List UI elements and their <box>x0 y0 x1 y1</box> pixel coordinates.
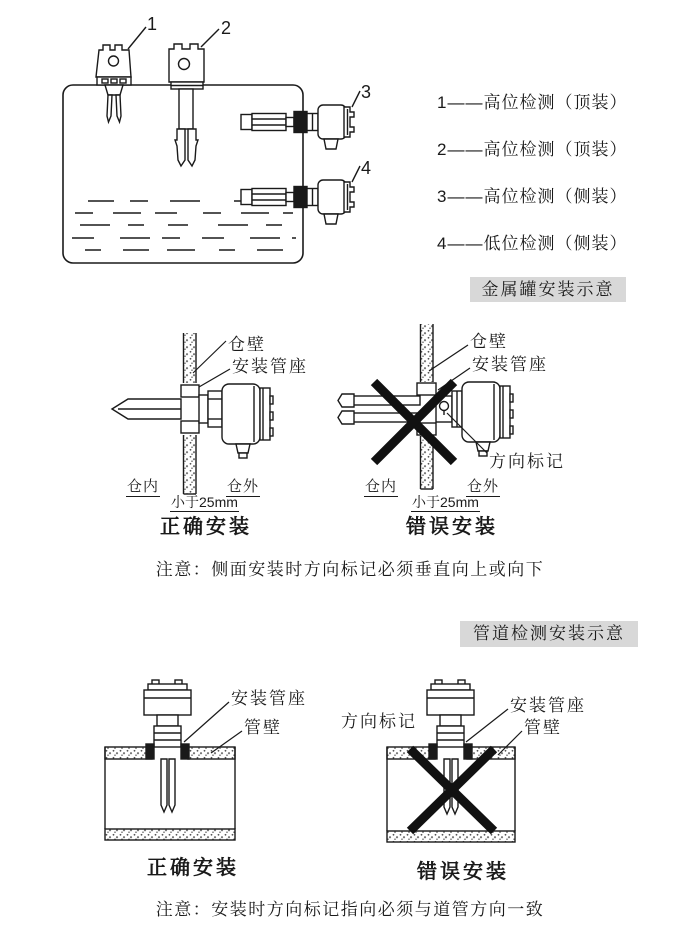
liquid-dashes <box>72 201 296 250</box>
mounting-socket <box>417 383 436 395</box>
leader-wall <box>193 341 226 373</box>
tank-diagram <box>63 27 360 263</box>
note-side-mount: 注意：侧面安装时方向标记必须垂直向上或向下 <box>155 560 545 579</box>
caption-wrong-install: 错误安装 <box>417 861 509 883</box>
label-direction-mark: 方向标记 <box>341 712 417 731</box>
label-distance: 小于25mm <box>412 494 479 510</box>
sensor-number-2: 2 <box>221 18 232 38</box>
label-bin-wall: 仓壁 <box>228 335 266 354</box>
label-direction-mark: 方向标记 <box>489 452 565 471</box>
caption-wrong-install: 错误安装 <box>406 516 498 538</box>
sensor-number-1: 1 <box>147 14 158 34</box>
legend-item-2: 2——高位检测（顶装） <box>437 140 628 159</box>
label-bin-outside: 仓外 <box>227 478 260 495</box>
legend-item-3: 3——高位检测（侧装） <box>437 187 628 206</box>
label-bin-inside: 仓内 <box>365 478 398 495</box>
label-pipe-wall: 管壁 <box>524 718 562 737</box>
caption-correct-install: 正确安装 <box>147 857 239 879</box>
mounting-socket <box>181 385 199 397</box>
pipe-sensor <box>144 680 191 812</box>
top-sensor-2 <box>169 29 219 166</box>
label-mounting-socket: 安装管座 <box>472 355 548 374</box>
section-header-pipeline: 管道检测安装示意 <box>460 621 638 647</box>
sensor-number-3: 3 <box>361 82 372 102</box>
label-bin-wall: 仓壁 <box>470 332 508 351</box>
sensor-number-4: 4 <box>361 158 372 178</box>
label-bin-inside: 仓内 <box>127 478 160 495</box>
pipe-mount-correct-diagram <box>105 680 242 840</box>
note-pipe-mount: 注意：安装时方向标记指向必须与道管方向一致 <box>155 900 545 919</box>
leader-wall <box>429 345 468 371</box>
label-bin-outside: 仓外 <box>467 478 500 495</box>
pipe-mount-wrong-diagram <box>387 680 522 842</box>
section-header-metal-tank: 金属罐安装示意 <box>470 277 626 302</box>
top-sensor-1 <box>96 27 146 122</box>
legend-item-1: 1——高位检测（顶装） <box>437 93 628 112</box>
label-mounting-socket: 安装管座 <box>510 696 586 715</box>
pipe-wall <box>105 747 152 759</box>
label-pipe-wall: 管壁 <box>244 718 282 737</box>
caption-correct-install: 正确安装 <box>160 516 252 538</box>
label-distance: 小于25mm <box>171 494 238 510</box>
label-mounting-socket: 安装管座 <box>232 357 308 376</box>
label-mounting-socket: 安装管座 <box>231 689 307 708</box>
legend-item-4: 4——低位检测（侧装） <box>437 234 628 253</box>
